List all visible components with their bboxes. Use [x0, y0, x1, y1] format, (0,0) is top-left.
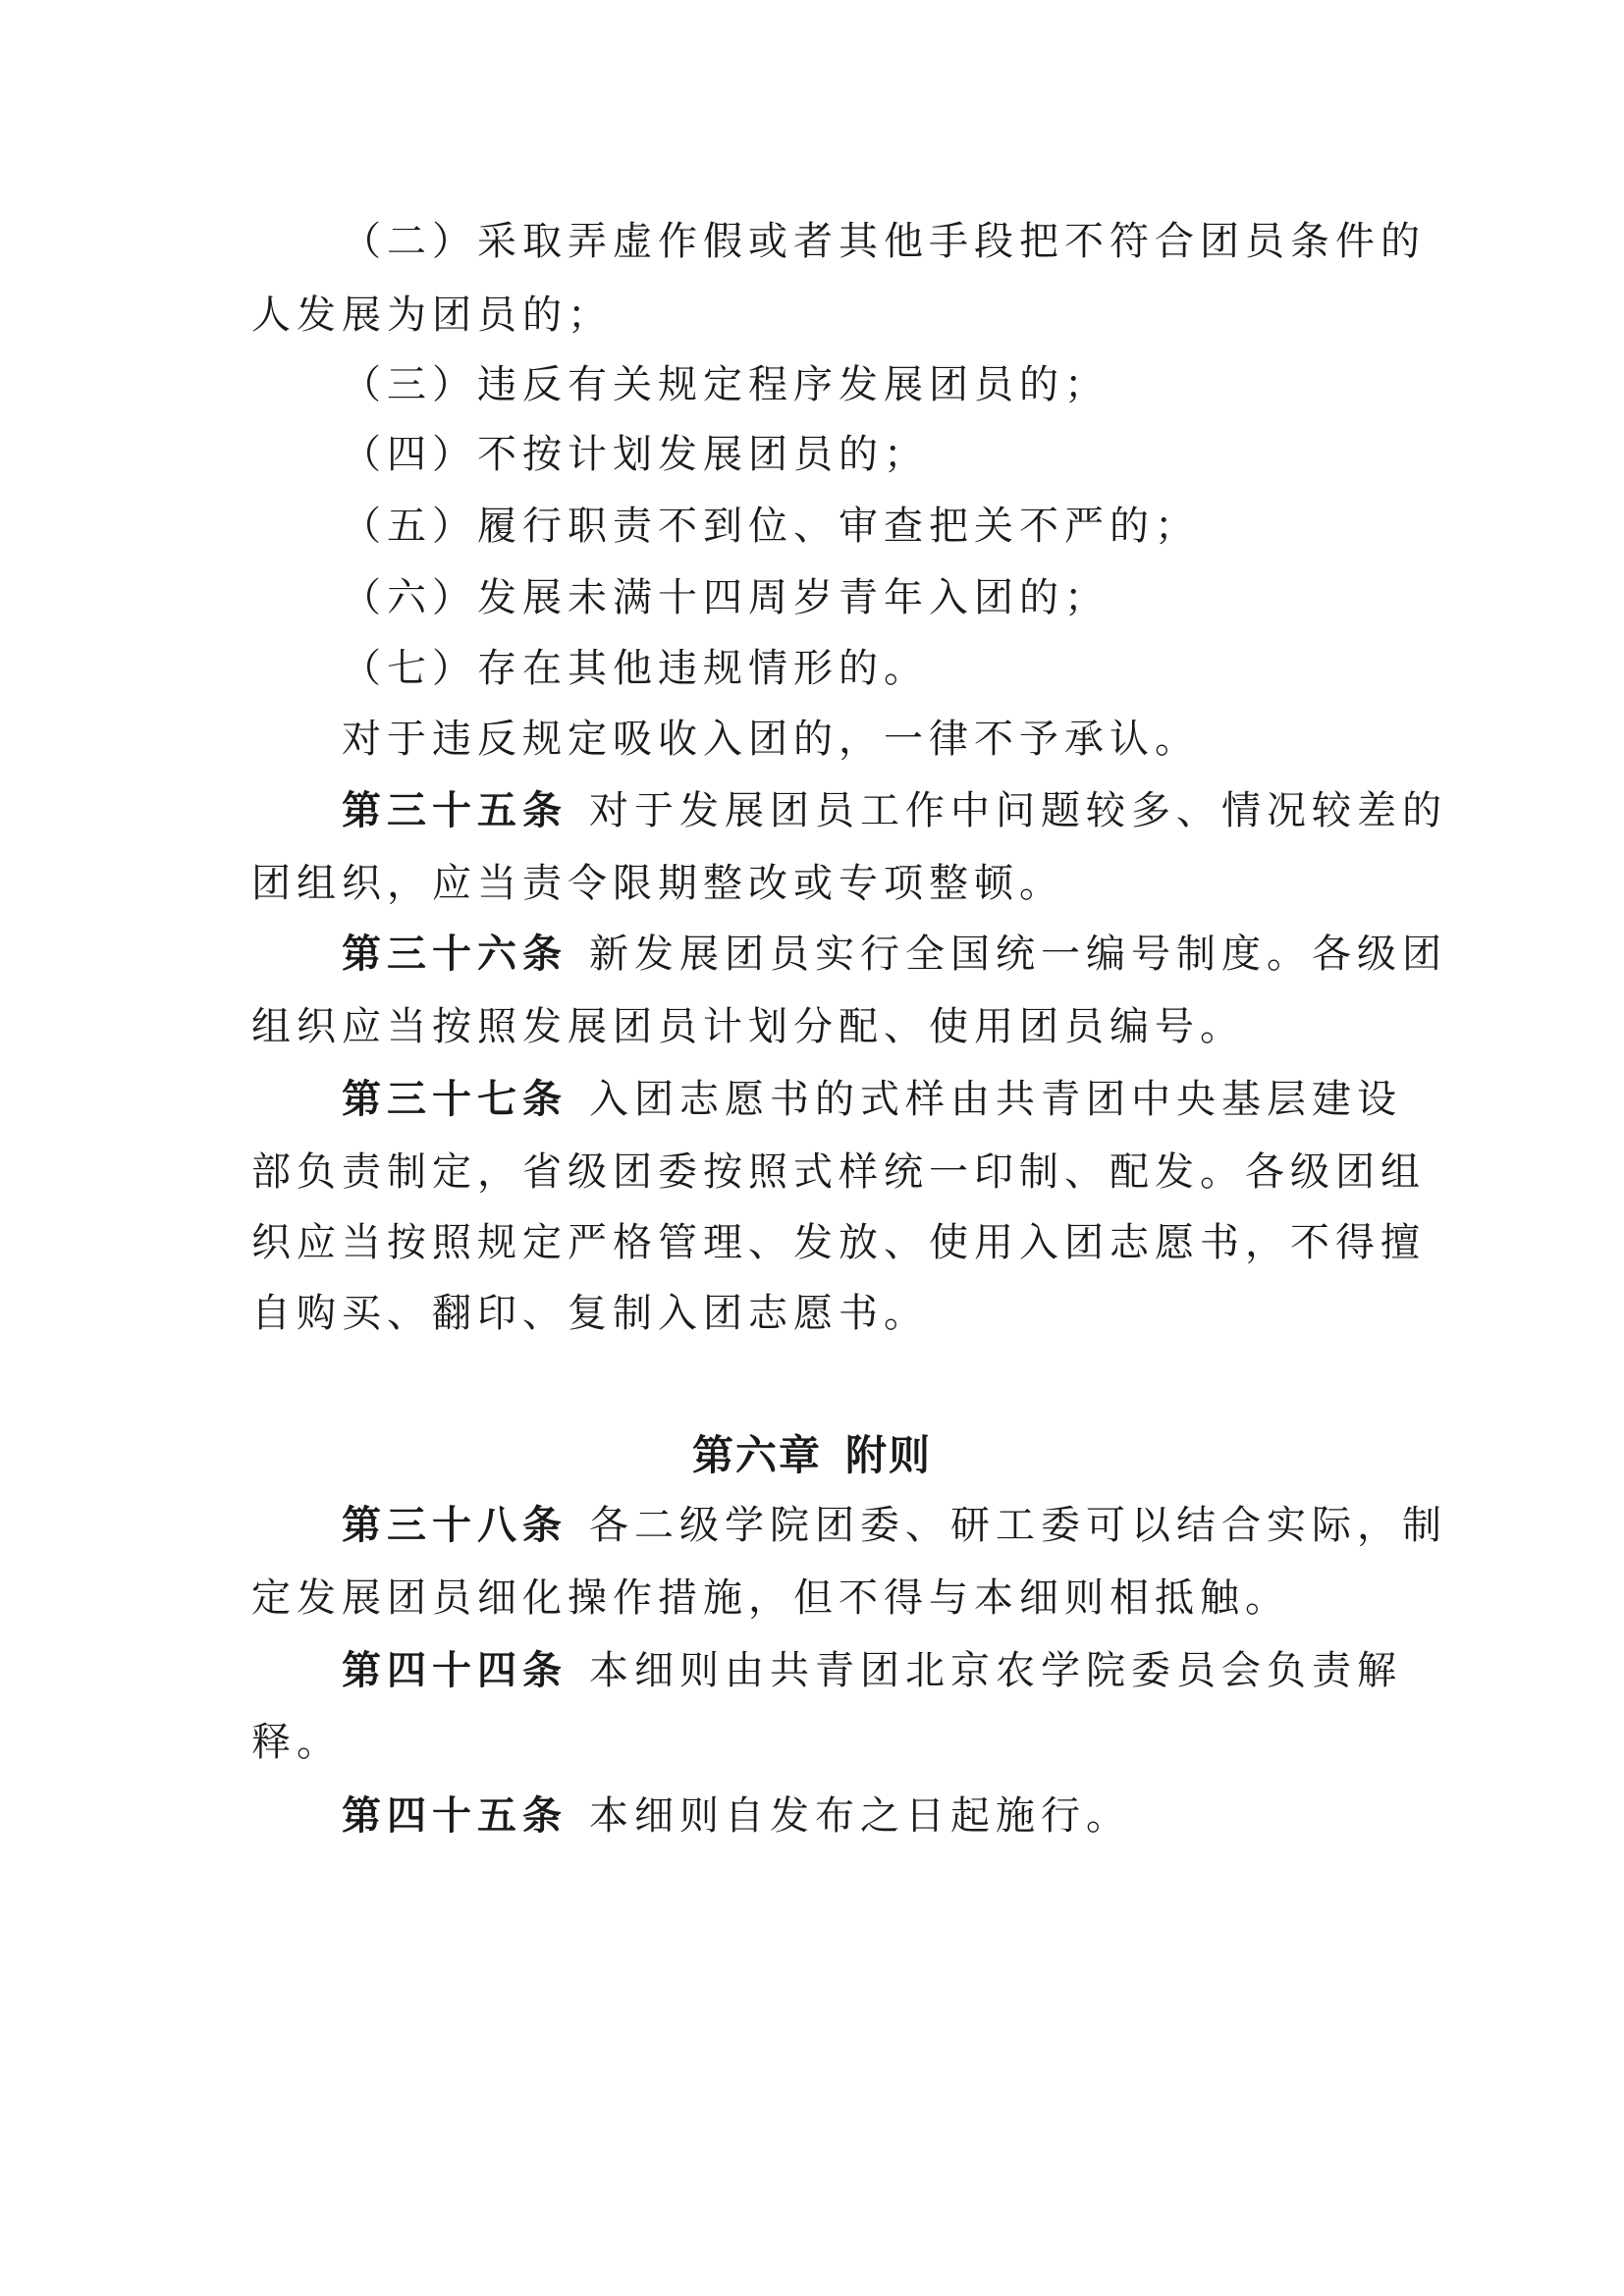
article-37-line-3: 织应当按照规定严格管理、发放、使用入团志愿书，不得擅: [251, 1220, 1426, 1265]
article-37-text-1: 入团志愿书的式样由共青团中央基层建设: [589, 1077, 1402, 1122]
article-36-line-2: 组织应当按照发展团员计划分配、使用团员编号。: [251, 1004, 1245, 1049]
item-6: （六）发展未满十四周岁青年入团的；: [342, 575, 1110, 620]
article-36-label: 第三十六条: [342, 932, 568, 977]
item-2-line-2: 人发展为团员的；: [251, 293, 613, 338]
article-36-text-1: 新发展团员实行全国统一编号制度。各级团: [589, 932, 1447, 977]
article-37-line-4: 自购买、翻印、复制入团志愿书。: [251, 1291, 929, 1336]
article-38-text-1: 各二级学院团委、研工委可以结合实际，制: [589, 1503, 1447, 1548]
item-7: （七）存在其他违规情形的。: [342, 646, 929, 691]
article-38-line-1: [342, 1502, 1447, 1549]
article-45-label: 第四十五条: [342, 1793, 568, 1839]
chapter-6-heading: [0, 1431, 1624, 1480]
article-44-label: 第四十四条: [342, 1648, 568, 1693]
article-37-line-2: 部负责制定，省级团委按照式样统一印制、配发。各级团组: [251, 1149, 1426, 1195]
article-35-label: 第三十五条: [342, 788, 568, 833]
chapter-6-title: 附则: [845, 1431, 933, 1479]
article-45-line-1: [342, 1792, 1131, 1840]
article-44-line-1: [342, 1647, 1402, 1694]
article-45-text-1: 本细则自发布之日起施行。: [589, 1793, 1131, 1839]
article-35-line-2: 团组织，应当责令限期整改或专项整顿。: [251, 861, 1064, 906]
article-38-line-2: 定发展团员细化操作措施，但不得与本细则相抵触。: [251, 1575, 1290, 1621]
item-2-line-1: （二）采取弄虚作假或者其他手段把不符合团员条件的: [342, 219, 1426, 264]
article-36-line-1: [342, 931, 1447, 978]
chapter-6-number: 第六章: [691, 1431, 822, 1479]
article-44-text-1: 本细则由共青团北京农学院委员会负责解: [589, 1648, 1402, 1693]
article-37-label: 第三十七条: [342, 1077, 568, 1122]
item-5: （五）履行职责不到位、审查把关不严的；: [342, 504, 1200, 549]
article-35-line-1: [342, 787, 1447, 834]
article-44-line-2: 释。: [251, 1720, 342, 1765]
article-35-text-1: 对于发展团员工作中问题较多、情况较差的: [589, 788, 1447, 833]
article-38-label: 第三十八条: [342, 1503, 568, 1548]
article-37-line-1: [342, 1076, 1402, 1123]
item-3: （三）违反有关规定程序发展团员的；: [342, 362, 1110, 407]
item-4: （四）不按计划发展团员的；: [342, 432, 929, 477]
violation-note: 对于违反规定吸收入团的，一律不予承认。: [342, 717, 1200, 762]
